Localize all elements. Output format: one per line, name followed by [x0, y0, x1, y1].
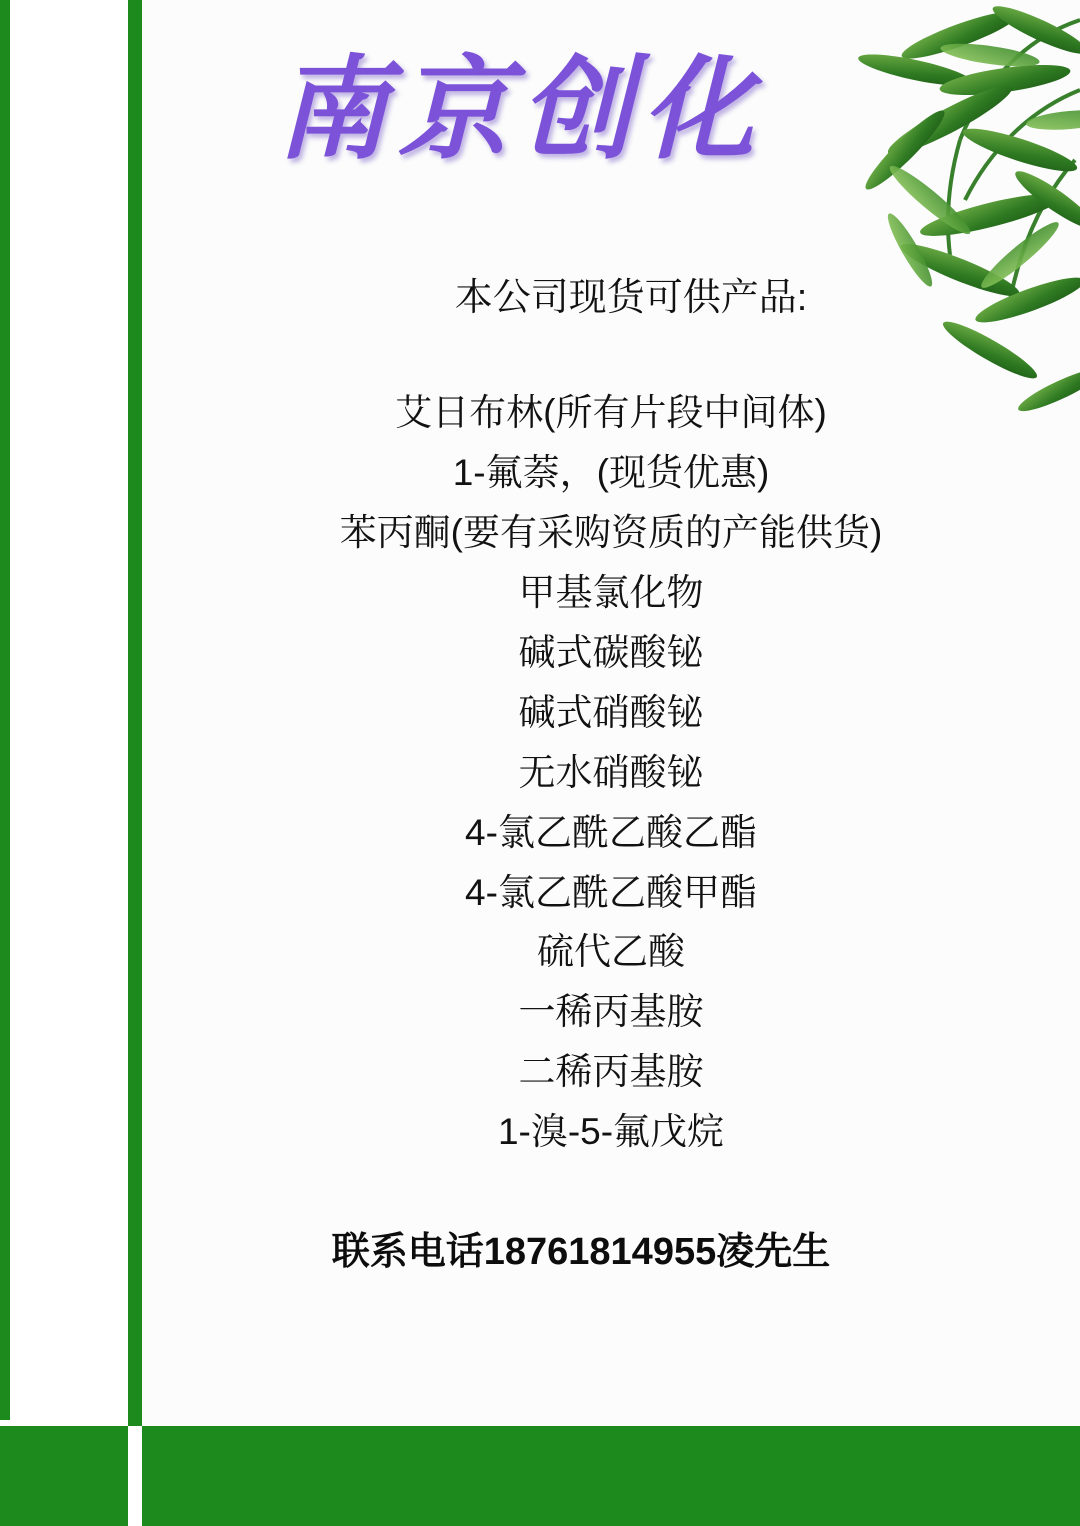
list-item: 1-溴-5-氟戊烷: [497, 1111, 725, 1153]
contact-line: 联系电话18761814955凌先生: [331, 1231, 831, 1274]
list-item: 4-氯乙酰乙酸甲酯: [465, 871, 757, 913]
content-block: [142, 270, 1080, 1275]
page-title: 南京创化: [276, 44, 764, 175]
bottom-green-bar: [0, 1426, 1080, 1526]
list-item: 4-氯乙酰乙酸乙酯: [465, 811, 757, 853]
list-item: 无水硝酸铋: [518, 751, 704, 793]
list-item: 1-氟萘，(现货优惠): [452, 451, 770, 493]
product-list: [142, 383, 1080, 1162]
list-item: 一稀丙基胺: [518, 991, 704, 1033]
left-inner-green-bar: [128, 0, 142, 1526]
list-item: 硫代乙酸: [537, 931, 685, 973]
bottom-bar-notch: [128, 1426, 142, 1526]
list-item: 碱式硝酸铋: [518, 691, 704, 733]
list-item: 艾日布林(所有片段中间体): [395, 392, 827, 433]
left-outer-green-bar: [0, 0, 10, 1420]
lead-text: 本公司现货可供产品:: [454, 277, 808, 319]
list-item: 苯丙酮(要有采购资质的产能供货): [339, 511, 883, 553]
list-item: 二稀丙基胺: [518, 1051, 704, 1093]
list-item: 碱式碳酸铋: [518, 631, 704, 673]
list-item: 甲基氯化物: [518, 571, 704, 613]
